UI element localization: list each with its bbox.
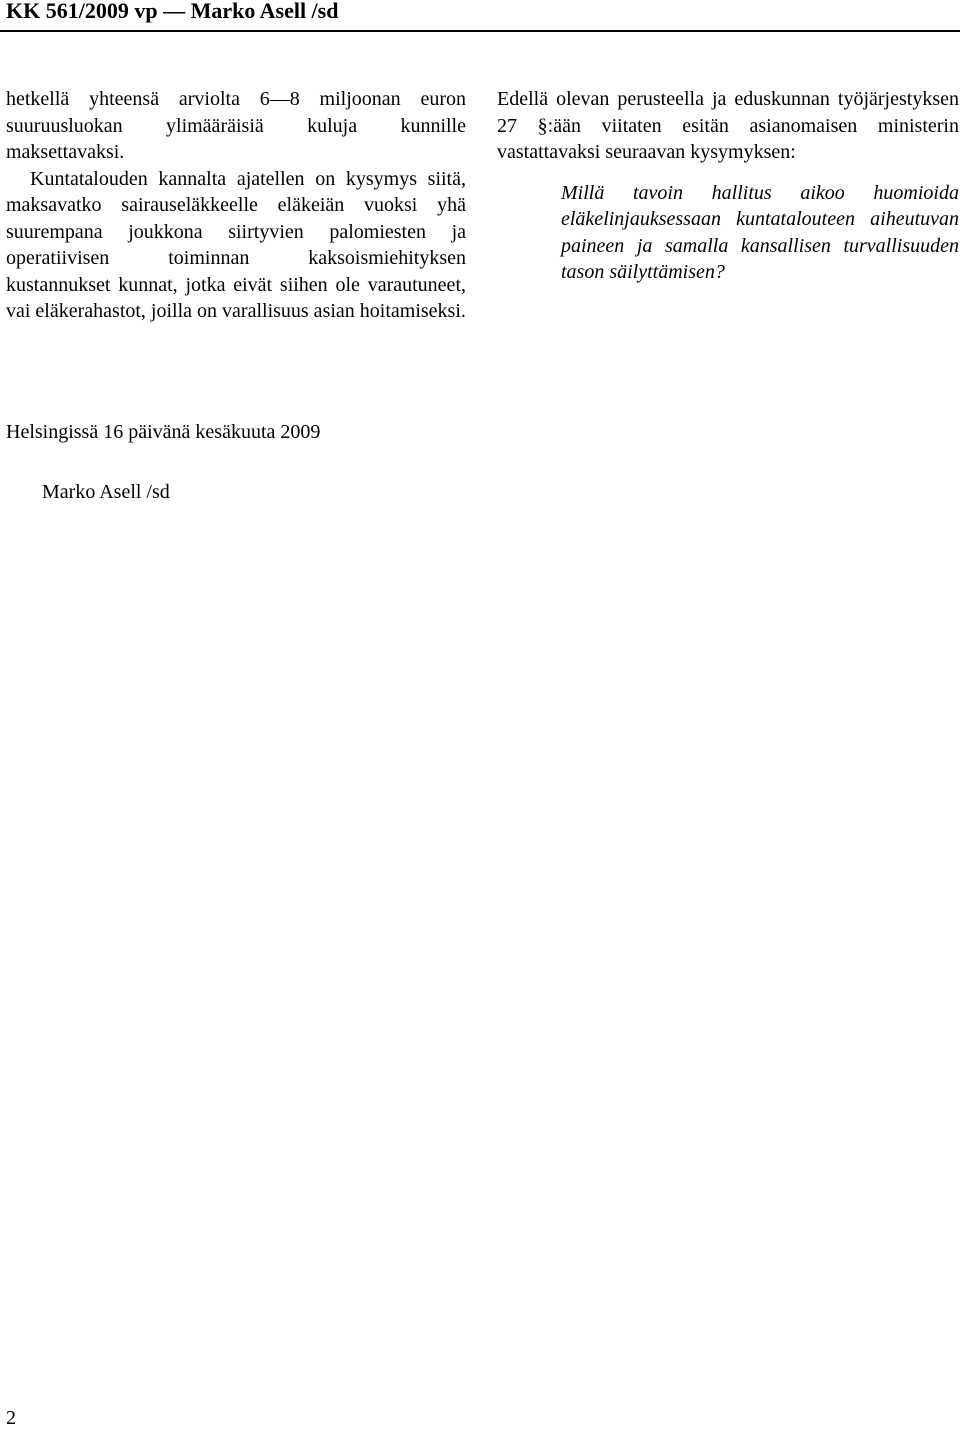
paragraph-cost-estimate: hetkellä yhteensä arviolta 6—8 miljoonan euron suuruusluokan ylimääräisiä kuluja kunnille maksettavaksi.	[6, 88, 466, 163]
page-number: 2	[6, 1407, 16, 1429]
date-line: Helsingissä 16 päivänä kesäkuuta 2009	[6, 421, 321, 443]
left-column	[6, 86, 466, 325]
right-column	[497, 86, 959, 286]
written-question: Millä tavoin hallitus aikoo huomioida eläkelinjauksessaan kuntatalouteen aiheutuvan paineen ja samalla kansallisen turvallisuuden tason säilyttämisen?	[561, 181, 959, 283]
signature: Marko Asell /sd	[42, 481, 170, 503]
paragraph-municipal-economy: Kuntatalouden kannalta ajatellen on kysymys siitä, maksavatko sairauseläkkeelle eläkeiän vuoksi yhä suurempana joukkona siirtyvien palomiesten ja operatiivisen toiminnan kaksoismiehityksen kustannukset kunnat, jotka eivät siihen ole varautuneet, vai eläkerahastot, joilla on varallisuus asian hoitamiseksi.	[6, 167, 466, 322]
header-rule	[0, 30, 960, 32]
paragraph-question-intro: Edellä olevan perusteella ja eduskunnan työjärjestyksen 27 §:ään viitaten esitän asianomaisen ministerin vastattavaksi seuraavan kysymyksen:	[497, 88, 959, 163]
document-header: KK 561/2009 vp — Marko Asell /sd	[6, 0, 339, 23]
